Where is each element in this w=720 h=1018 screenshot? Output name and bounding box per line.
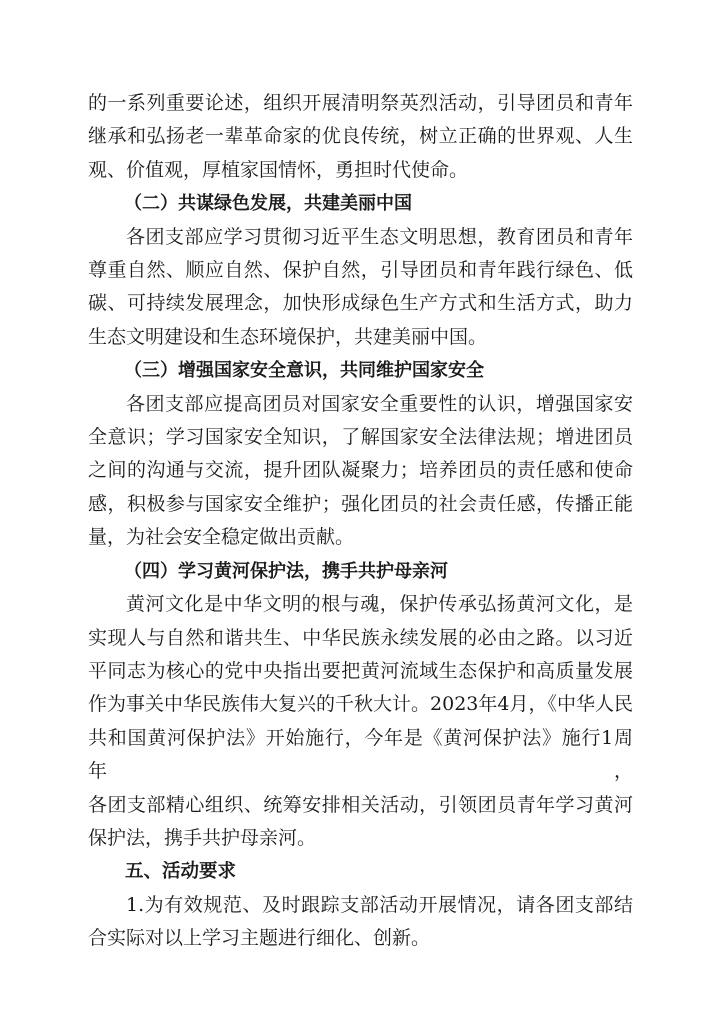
sub-heading-national-security: （三）增强国家安全意识，共同维护国家安全	[124, 360, 484, 382]
text-line: 碳、可持续发展理念，加快形成绿色生产方式和生活方式，助力	[88, 292, 633, 315]
sub-heading-green-development: （二）共谋绿色发展，共建美丽中国	[124, 193, 412, 215]
text-line: 观、价值观，厚植家国情怀，勇担时代使命。	[88, 158, 469, 181]
paragraph-requirement-1	[88, 889, 633, 956]
text-line: 1.为有效规范、及时跟踪支部活动开展情况，请各团支部结	[126, 893, 633, 916]
text-line: 各团支部精心组织、统筹安排相关活动，引领团员青年学习黄河	[88, 793, 633, 816]
text-line: 共和国黄河保护法》开始施行，今年是《黄河保护法》施行1周年，	[88, 726, 633, 783]
text-line: 量，为社会安全稳定做出贡献。	[88, 526, 355, 549]
sub-heading-yellow-river: （四）学习黄河保护法，携手共护母亲河	[124, 560, 448, 582]
text-line: 的一系列重要论述，组织开展清明祭英烈活动，引导团员和青年	[88, 92, 633, 114]
text-line: 继承和弘扬老一辈革命家的优良传统，树立正确的世界观、人生	[88, 125, 633, 148]
text-line: 之间的沟通与交流，提升团队凝聚力；培养团员的责任感和使命	[88, 459, 633, 482]
paragraph-national-security	[88, 388, 633, 555]
paragraph-green-development	[88, 221, 633, 355]
paragraph-intro	[88, 87, 633, 187]
text-line: 作为事关中华民族伟大复兴的千秋大计。2023年4月，《中华人民	[88, 693, 633, 716]
document-page	[88, 87, 633, 956]
text-line: 尊重自然、顺应自然、保护自然，引导团员和青年践行绿色、低	[88, 259, 633, 282]
text-line: 全意识；学习国家安全知识，了解国家安全法律法规；增进团员	[88, 426, 633, 449]
section-heading-activity-requirements: 五、活动要求	[125, 861, 237, 883]
text-line: 各团支部应提高团员对国家安全重要性的认识，增强国家安	[126, 392, 633, 415]
text-line: 各团支部应学习贯彻习近平生态文明思想，教育团员和青年	[126, 225, 633, 248]
text-line: 感，积极参与国家安全维护；强化团员的社会责任感，传播正能	[88, 492, 633, 515]
paragraph-yellow-river	[88, 588, 633, 855]
text-line: 黄河文化是中华文明的根与魂，保护传承弘扬黄河文化，是	[126, 593, 633, 616]
text-line: 平同志为核心的党中央指出要把黄河流域生态保护和高质量发展	[88, 659, 633, 682]
text-line: 实现人与自然和谐共生、中华民族永续发展的必由之路。以习近	[88, 626, 633, 649]
text-line: 保护法，携手共护母亲河。	[88, 826, 317, 849]
text-line: 合实际对以上学习主题进行细化、创新。	[88, 927, 431, 950]
text-line: 生态文明建设和生态环境保护，共建美丽中国。	[88, 325, 488, 348]
